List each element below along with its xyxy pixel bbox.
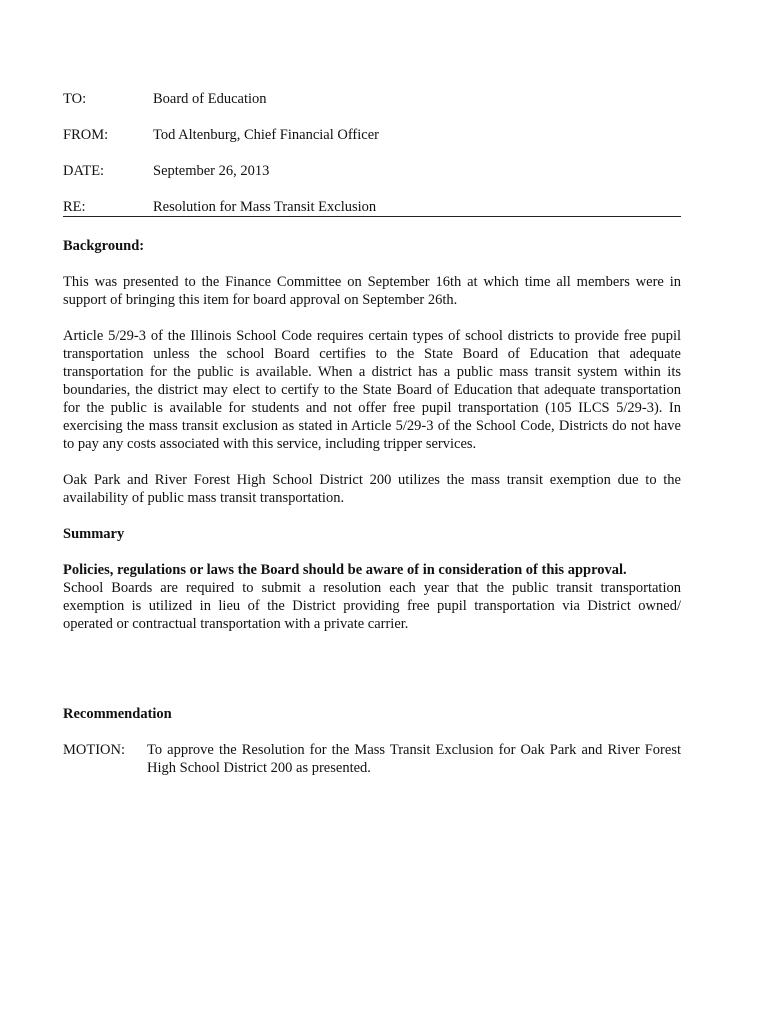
header-divider — [63, 216, 681, 217]
motion-label: MOTION: — [63, 742, 126, 758]
background-paragraph-1: This was presented to the Finance Committee on September 16th at which time all members were in support of bringing this item for board approval on September 26th. — [63, 274, 681, 308]
date-value: September 26, 2013 — [153, 163, 270, 179]
background-heading: Background: — [63, 238, 145, 254]
re-label: RE: — [63, 199, 86, 215]
memo-date-row — [63, 162, 681, 180]
memo-to-row — [63, 90, 681, 108]
summary-subheading: Policies, regulations or laws the Board should be aware of in consideration of this approval. — [63, 562, 627, 578]
recommendation-heading: Recommendation — [63, 706, 172, 722]
summary-heading: Summary — [63, 526, 125, 542]
background-paragraph-3: Oak Park and River Forest High School District 200 utilizes the mass transit exemption due to the availability of public mass transit transportation. — [63, 472, 681, 506]
background-paragraph-2: Article 5/29-3 of the Illinois School Code requires certain types of school districts to provide free pupil transportation unless the school Board certifies to the State Board of Education that adequate transportation for the public is available. When a district has a public mass transit system within its boundaries, the district may elect to certify to the State Board of Education that adequate transportation for the public is available for students and not offer free pupil transportation (105 ILCS 5/29-3). In exercising the mass transit exclusion as stated in Article 5/29-3 of the School Code, Districts do not have to pay any costs associated with this service, including tripper services. — [63, 328, 681, 452]
date-label: DATE: — [63, 163, 105, 179]
memo-page — [63, 90, 681, 777]
summary-paragraph: School Boards are required to submit a resolution each year that the public transit transportation exemption is utilized in lieu of the District providing free pupil transportation via District owned/ operated or contractual transportation with a private carrier. — [63, 580, 681, 632]
memo-from-row — [63, 126, 681, 144]
from-label: FROM: — [63, 127, 109, 143]
motion-text: To approve the Resolution for the Mass Transit Exclusion for Oak Park and River Forest High School District 200 as presented. — [147, 742, 681, 776]
motion-block — [63, 741, 681, 777]
to-label: TO: — [63, 91, 87, 107]
memo-re-row — [63, 198, 681, 216]
to-value: Board of Education — [153, 91, 267, 107]
re-value: Resolution for Mass Transit Exclusion — [153, 199, 377, 215]
from-value: Tod Altenburg, Chief Financial Officer — [153, 127, 379, 143]
